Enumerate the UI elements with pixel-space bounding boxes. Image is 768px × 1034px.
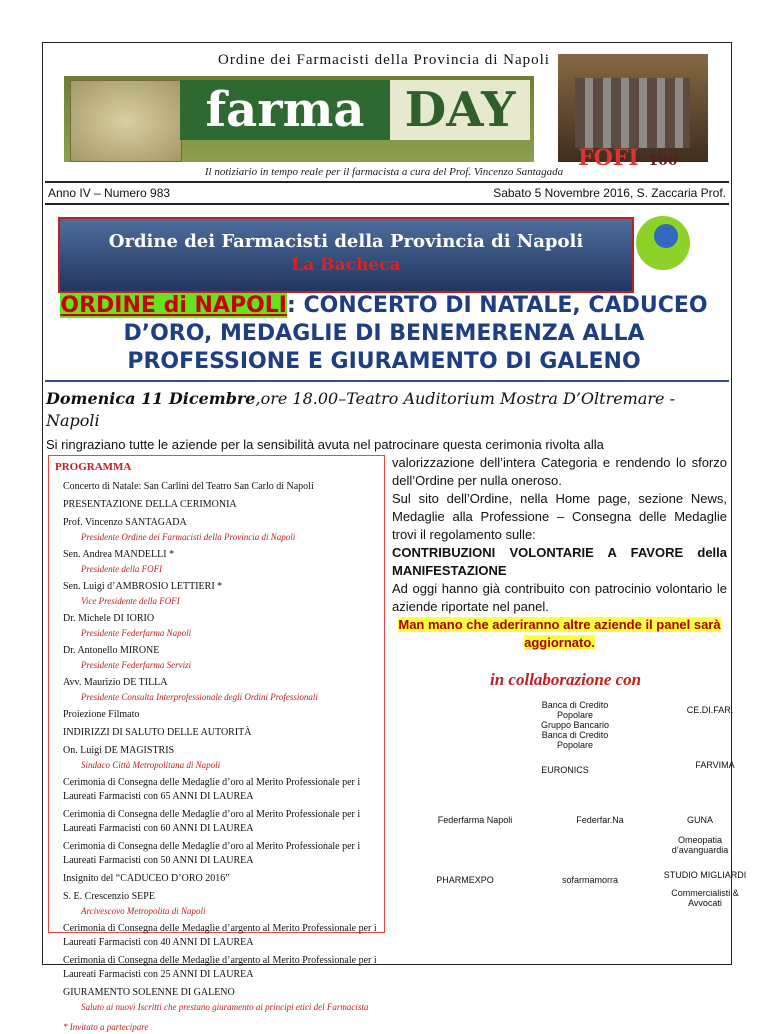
program-item [63,890,384,918]
program-item-subtitle: Presidente Consulta Interprofessionale degli Ordini Professionali [81,692,318,702]
program-item-title: Dr. Antonello MIRONE [63,645,160,656]
program-item [63,986,384,1014]
program-item [63,776,384,804]
sponsor-logo: FARVIMA [695,760,735,770]
program-item-title: INDIRIZZI DI SALUTO DELLE AUTORITÀ [63,727,252,738]
tagline: Il notiziario in tempo reale per il farmacista a cura del Prof. Vincenzo Santagada [204,166,564,178]
program-item-subtitle: Presidente della FOFI [81,564,163,574]
logo-day: DAY [390,80,530,140]
program-item [63,708,384,722]
program-item [63,580,384,608]
program-item-title: GIURAMENTO SOLENNE DI GALENO [63,987,235,998]
program-item-subtitle: Saluto ai nuovi Iscritti che prestano giuramento ai principi etici del Farmacista [81,1002,369,1012]
program-item-title: PRESENTAZIONE DELLA CERIMONIA [63,499,237,510]
sponsor-logo: Omeopatia d’avanguardia [671,835,729,855]
program-title: PROGRAMMA [55,461,132,473]
program-item-subtitle: Arcivescovo Metropolita di Napoli [81,906,206,916]
bulletin-banner [58,217,634,293]
program-list [49,480,384,1014]
program-item [63,744,384,772]
article-body [392,454,727,652]
program-item [63,548,384,576]
body-p2: Sul sito dell’Ordine, nella Home page, sezione News, Medaglie alla Professione – Consegna delle Medaglie trovi il regolamento sulle: [392,491,727,542]
sponsor-logo: Banca di Credito Popolare [541,700,609,720]
fofi-logo-text: FOFI [578,145,639,171]
collab-title: in collaborazione con [490,670,642,689]
program-item-subtitle: Presidente Ordine dei Farmacisti della Provincia di Napoli [81,532,296,542]
program-item-title: Cerimonia di Consegna delle Medaglie d’oro al Merito Professionale per i Laureati Farmacisti con 65 ANNI DI LAUREA [63,777,361,802]
body-p3: Ad oggi hanno già contribuito con patrocinio volontario le aziende riportate nel panel. [392,581,727,614]
pushpin-icon [654,224,678,248]
program-item-title: S. E. Crescenzio SEPE [63,891,155,902]
sponsor-logo: CE.DI.FAR. [686,705,734,715]
event-day: Domenica 11 Dicembre [46,389,256,408]
event-details: ,ore 18.00–Teatro Auditorium Mostra D’Oltremare - Napoli [46,389,675,430]
program-item [63,808,384,836]
program-item-title: Cerimonia di Consegna delle Medaglie d’argento al Merito Professionale per i Laureati Farmacisti con 25 ANNI DI LAUREA [63,955,377,980]
program-item-title: Concerto di Natale: San Carlini del Teatro San Carlo di Napoli [63,481,314,492]
program-item-subtitle: Presidente Federfarma Napoli [81,628,192,638]
banner-title: Ordine dei Farmacisti della Provincia di Napoli [108,231,584,252]
program-item-title: Avv. Maurizio DE TILLA [63,677,168,688]
sponsor-logo: STUDIO MIGLIARDI [663,870,747,880]
sponsor-logo: Federfar.Na [576,815,624,825]
program-item-title: Dr. Michele DI IORIO [63,613,155,624]
issue-date: Sabato 5 Novembre 2016, S. Zaccaria Prof. [493,186,726,200]
body-p1: valorizzazione dell’intera Categoria e rendendo lo sforzo dell’Ordine per nulla oneroso. [392,455,727,488]
cabinet-image [575,78,690,148]
sponsor-logo: EURONICS [541,765,589,775]
body-highlight: Man mano che aderiranno altre aziende il panel sarà aggiornato. [398,617,721,650]
program-item-subtitle: Presidente Federfarma Servizi [81,660,192,670]
program-item [63,498,384,512]
program-item [63,954,384,982]
body-caps: CONTRIBUZIONI VOLONTARIE A FAVORE della MANIFESTAZIONE [392,545,727,578]
program-item-title: On. Luigi DE MAGISTRIS [63,745,175,756]
intro-text: Si ringraziano tutte le aziende per la sensibilità avuta nel patrocinare questa cerimonia rivolta alla [46,437,604,452]
program-item-title: Cerimonia di Consegna delle Medaglie d’argento al Merito Professionale per i Laureati Farmacisti con 40 ANNI DI LAUREA [63,923,377,948]
logo-farma: farma [180,80,390,140]
program-item-title: Sen. Luigi d’AMBROSIO LETTIERI * [63,581,223,592]
program-item-title: Prof. Vincenzo SANTAGADA [63,517,187,528]
program-item [63,612,384,640]
program-item [63,644,384,672]
program-item [63,840,384,868]
sponsor-logo: Commercialisti & Avvocati [671,888,739,908]
sponsor-logo: Federfarma Napoli [437,815,513,825]
banner-subtitle: La Bacheca [291,255,401,275]
bottom-rule [45,203,729,205]
sponsor-logo: Gruppo Bancario Banca di Credito Popolare [540,720,610,750]
program-item-title: Sen. Andrea MANDELLI * [63,549,175,560]
fofi-logo-badge: 100 [648,153,678,169]
issue-number: Anno IV – Numero 983 [48,186,171,200]
program-item-subtitle: Vice Presidente della FOFI [81,596,180,606]
program-box [48,455,385,1032]
program-item-subtitle: Sindaco Città Metropolitana di Napoli [81,760,221,770]
program-item-title: Cerimonia di Consegna delle Medaglie d’oro al Merito Professionale per i Laureati Farmacisti con 50 ANNI DI LAUREA [63,841,361,866]
program-item [63,480,384,494]
program-item-title: Insignito del “CADUCEO D’ORO 2016” [63,873,230,884]
program-item [63,516,384,544]
program-item-title: Proiezione Filmato [63,709,140,720]
program-item [63,676,384,704]
article-headline [50,292,718,376]
masthead-org: Ordine dei Farmacisti della Provincia di Napoli [218,52,550,68]
sponsor-logo: GUNA [686,815,713,825]
parchment-image [70,80,182,162]
sponsor-logo: sofarmamorra [561,875,618,885]
headline-link[interactable]: ORDINE di NAPOLI [60,293,287,318]
program-item [63,872,384,886]
program-footnote: * Invitato a partecipare [63,1022,149,1032]
headline-separator [45,380,729,382]
program-item-title: Cerimonia di Consegna delle Medaglie d’oro al Merito Professionale per i Laureati Farmacisti con 60 ANNI DI LAUREA [63,809,361,834]
headline-text: : CONCERTO DI NATALE, CADUCEO D’ORO, MEDAGLIE DI BENEMERENZA ALLA PROFESSIONE E GIURAMENTO DI GALENO [123,293,708,374]
sponsor-logo: PHARMEXPO [436,875,494,885]
event-line [46,388,722,432]
program-item [63,726,384,740]
top-rule [45,181,729,183]
program-item [63,922,384,950]
